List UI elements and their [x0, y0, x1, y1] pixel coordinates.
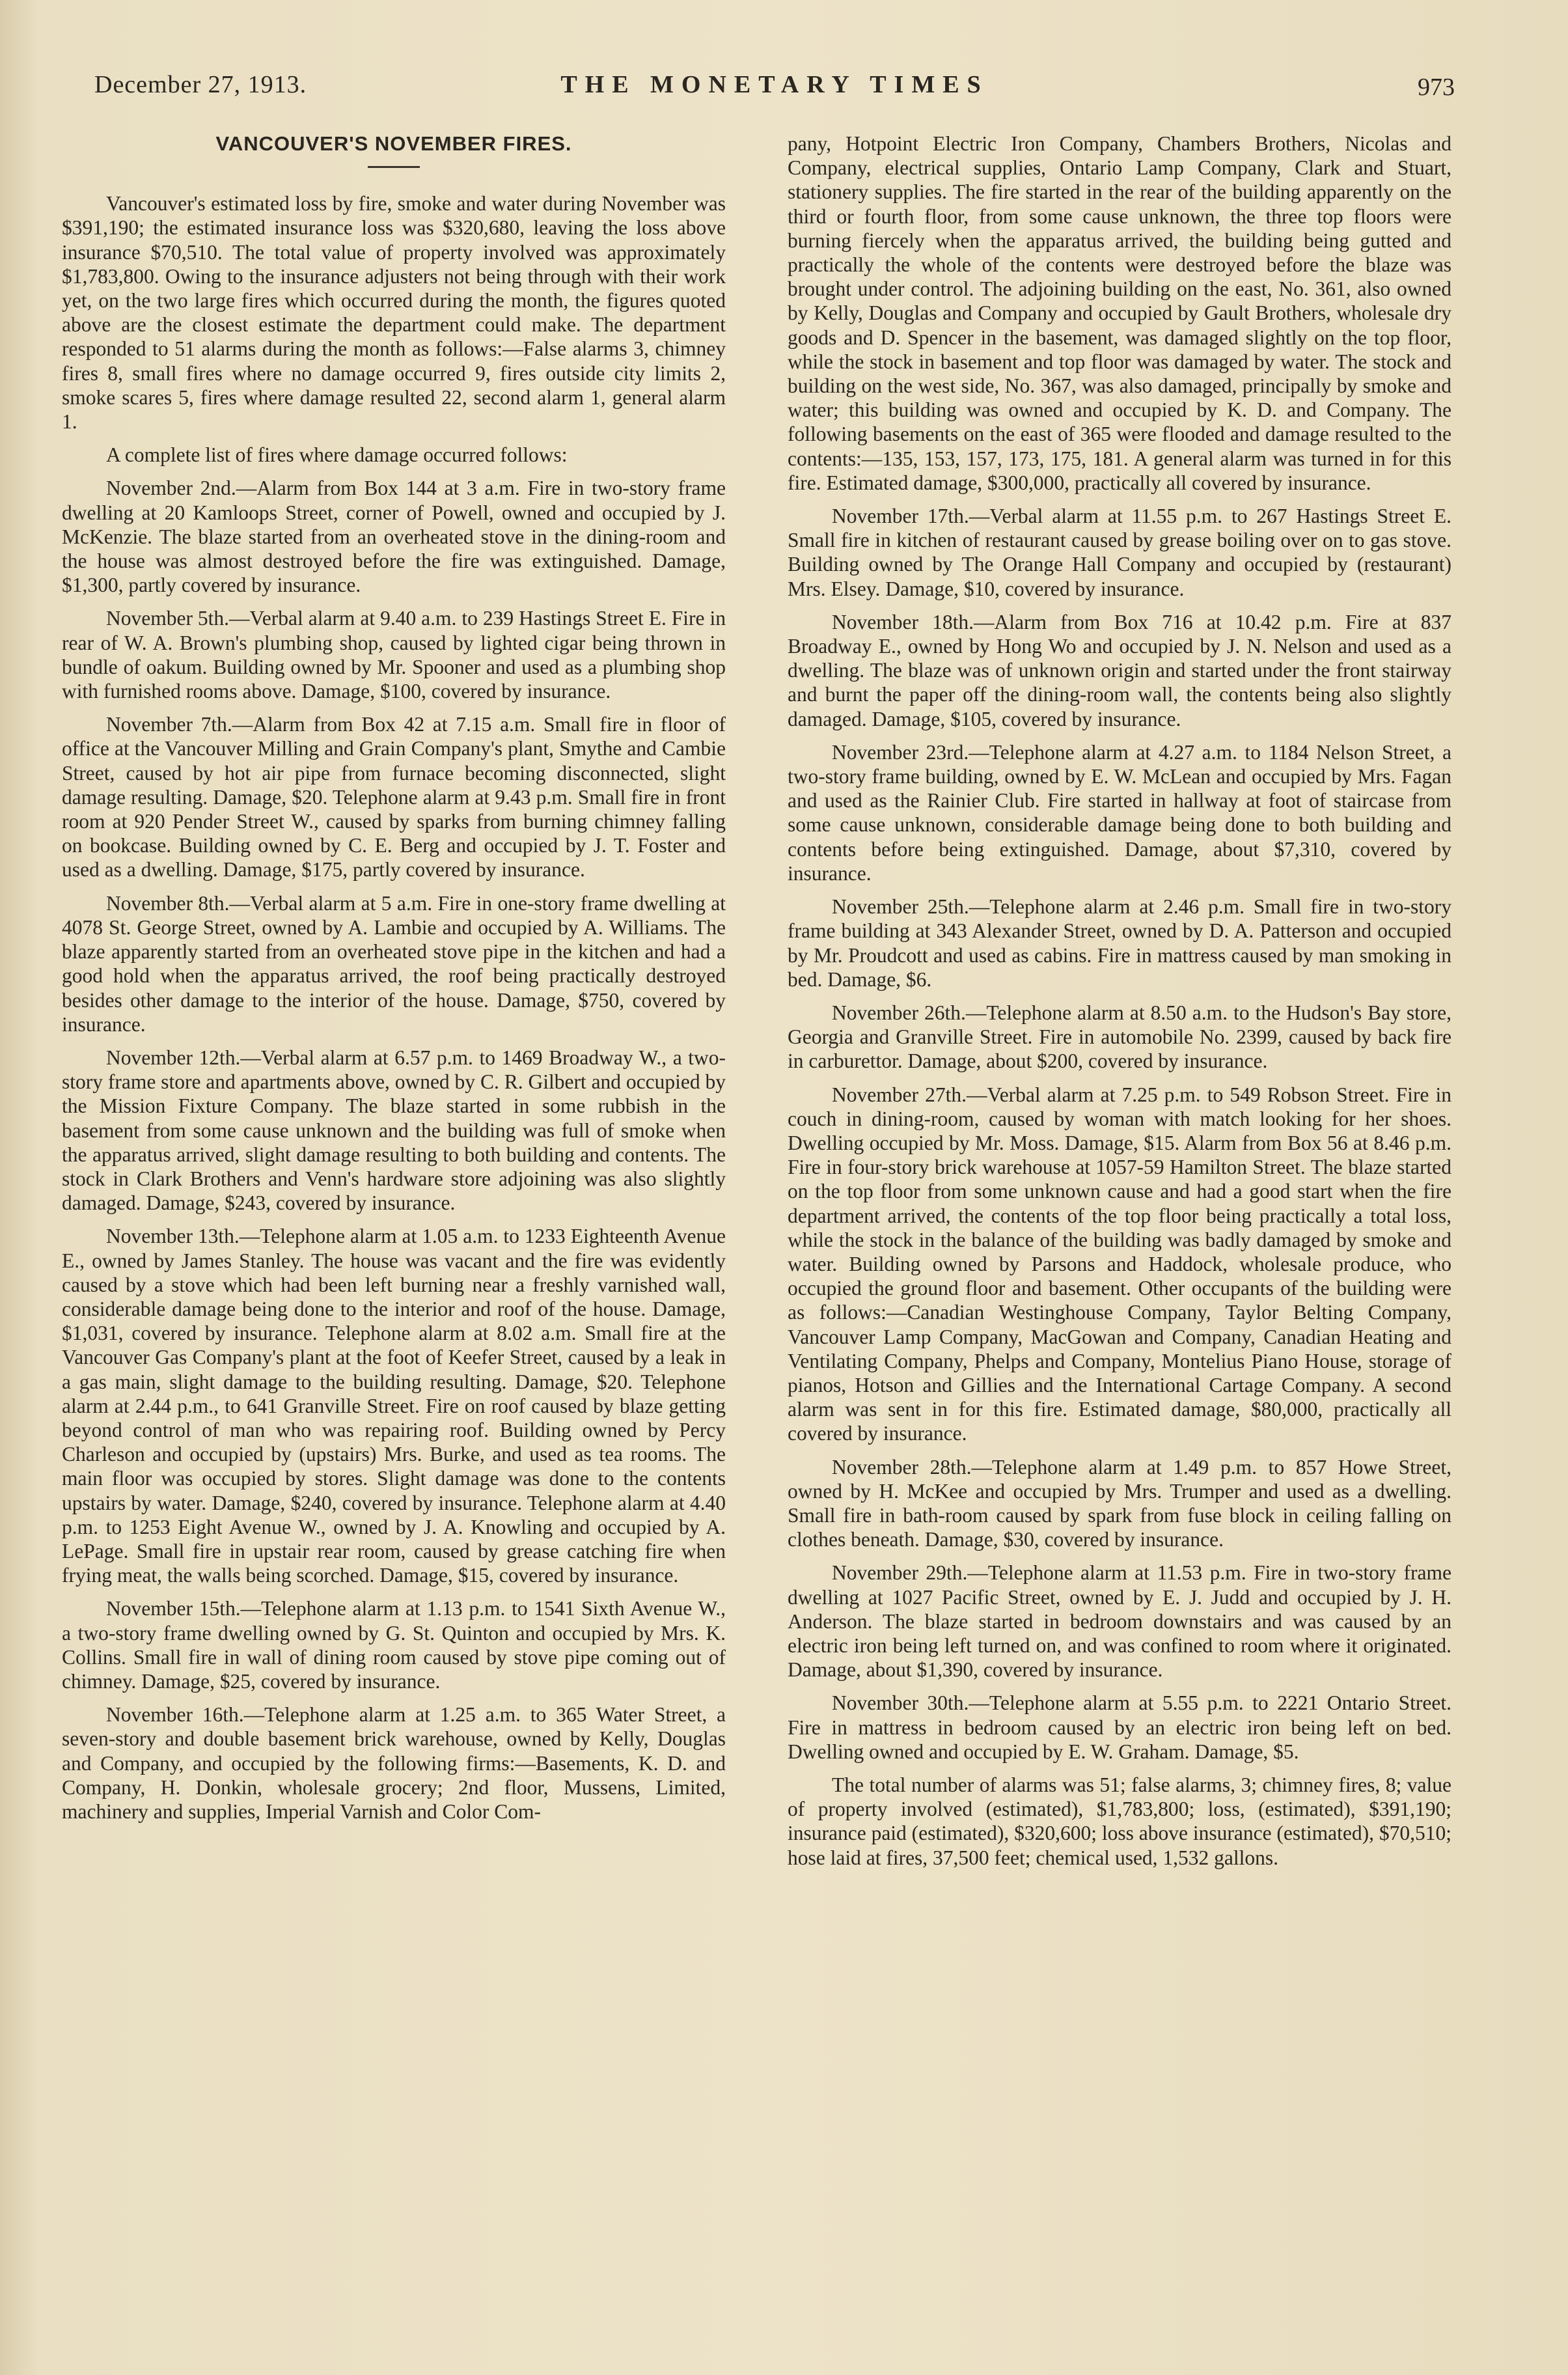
- paragraph-continued: pany, Hotpoint Electric Iron Company, Chambers Brothers, Nicolas and Company, electrical supplies, Ontario Lamp Company, Clark and Stuart, stationery supplies. The fire started in the rear of the building apparently on the third or fourth floor, from some cause unknown, the three top floors were burning fiercely when the apparatus arrived, the building being gutted and practically the whole of the contents were destroyed before the blaze was brought under control. The adjoining building on the east, No. 361, also owned by Kelly, Douglas and Company and occupied by Gault Brothers, wholesale dry goods and D. Spencer in the basement, was damaged slightly on the top floor, while the stock in basement and top floor was damaged by water. The stock and building on the west side, No. 367, was also damaged, principally by smoke and water; this building was owned and occupied by K. D. and Company. The following basements on the east of 365 were flooded and damage resulted to the contents:—135, 153, 157, 173, 175, 181. A general alarm was turned in for this fire. Estimated damage, $300,000, practically all covered by insurance.: [788, 132, 1451, 494]
- paragraph: Vancouver's estimated loss by fire, smoke and water during November was $391,190; the estimated insurance loss was $320,680, leaving the loss above insurance $70,510. The total value of property involved was approximately $1,783,800. Owing to the insurance adjusters not being through with their work yet, on the two large fires which occurred during the month, the figures quoted above are the closest estimate the department could make. The department responded to 51 alarms during the month as follows:—False alarms 3, chimney fires 8, small fires where no damage occurred 9, fires outside city limits 2, smoke scares 5, fires where damage resulted 22, second alarm 1, general alarm 1.: [62, 192, 726, 434]
- paragraph: November 27th.—Verbal alarm at 7.25 p.m. to 549 Robson Street. Fire in couch in dining-room, caused by woman with match looking for her shoes. Dwelling occupied by Mr. Moss. Damage, $15. Alarm from Box 56 at 8.46 p.m. Fire in four-story brick warehouse at 1057-59 Hamilton Street. The blaze started on the top floor from some unknown cause and had a good start when the fire department arrived, the contents of the top floor being practically a total loss, while the stock in the balance of the building was badly damaged by smoke and water. Building owned by Parsons and Haddock, wholesale produce, who occupied the ground floor and basement. Other occupants of the building were as follows:—Canadian Westinghouse Company, Taylor Belting Company, Vancouver Lamp Company, MacGowan and Company, Canadian Heating and Ventilating Company, Phelps and Company, Montelius Piano House, storage of pianos, Hotson and Gillies and the International Cartage Company. A second alarm was sent in for this fire. Estimated damage, $80,000, practically all covered by insurance.: [788, 1083, 1451, 1445]
- article-title: VANCOUVER'S NOVEMBER FIRES.: [215, 132, 572, 155]
- paragraph: November 30th.—Telephone alarm at 5.55 p.m. to 2221 Ontario Street. Fire in mattress in bedroom caused by an electric iron being left on bed. Dwelling owned and occupied by E. W. Graham. Damage, $5.: [788, 1691, 1451, 1763]
- paragraph: The total number of alarms was 51; false alarms, 3; chimney fires, 8; value of property involved (estimated), $1,783,800; loss, (estimated), $391,190; insurance paid (estimated), $320,600; loss above insurance (estimated), $70,510; hose laid at fires, 37,500 feet; chemical used, 1,532 gallons.: [788, 1773, 1451, 1869]
- paragraph: November 7th.—Alarm from Box 42 at 7.15 a.m. Small fire in floor of office at the Vancouver Milling and Grain Company's plant, Smythe and Cambie Street, caused by hot air pipe from furnace becoming disconnected, slight damage resulting. Damage, $20. Telephone alarm at 9.43 p.m. Small fire in front room at 920 Pender Street W., caused by sparks from burning chimney falling on bookcase. Building owned by C. E. Berg and occupied by J. T. Foster and used as a dwelling. Damage, $175, partly covered by insurance.: [62, 713, 726, 882]
- paragraph: November 25th.—Telephone alarm at 2.46 p.m. Small fire in two-story frame building at 343 Alexander Street, owned by D. A. Patterson and occupied by Mr. Proudcott and used as cabins. Fire in mattress caused by man smoking in bed. Damage, $6.: [788, 895, 1451, 991]
- paragraph: A complete list of fires where damage occurred follows:: [106, 443, 568, 467]
- paragraph: November 18th.—Alarm from Box 716 at 10.42 p.m. Fire at 837 Broadway E., owned by Hong Wo and occupied by J. N. Nelson and used as a dwelling. The blaze was of unknown origin and started under the front stairway and burnt the paper off the dining-room wall, the contents being also slightly damaged. Damage, $105, covered by insurance.: [788, 610, 1451, 730]
- paragraph: November 5th.—Verbal alarm at 9.40 a.m. to 239 Hastings Street E. Fire in rear of W. A. Brown's plumbing shop, caused by lighted cigar being thrown in bundle of oakum. Building owned by Mr. Spooner and used as a plumbing shop with furnished rooms above. Damage, $100, covered by insurance.: [62, 607, 726, 703]
- paragraph: November 13th.—Telephone alarm at 1.05 a.m. to 1233 Eighteenth Avenue E., owned by James Stanley. The house was vacant and the fire was evidently caused by a stove which had been left burning near a freshly varnished wall, considerable damage being done to the interior and roof of the house. Damage, $1,031, covered by insurance. Telephone alarm at 8.02 a.m. Small fire at the Vancouver Gas Company's plant at the foot of Keefer Street, caused by a leak in a gas main, slight damage to the building resulting. Damage, $20. Telephone alarm at 2.44 p.m., to 641 Granville Street. Fire on roof caused by blaze getting beyond control of man who was repairing roof. Building owned by Percy Charleson and occupied by (upstairs) Mrs. Burke, and used as tea rooms. The main floor was occupied by stores. Slight damage was done to the contents upstairs by water. Damage, $240, covered by insurance. Telephone alarm at 4.40 p.m. to 1253 Eight Avenue W., owned by J. A. Knowling and occupied by A. LePage. Small fire in upstair rear room, caused by grease catching fire when frying meat, the walls being scorched. Damage, $15, covered by insurance.: [62, 1225, 726, 1587]
- left-column: [62, 132, 726, 1833]
- page-header: [94, 70, 1455, 109]
- issue-date: December 27, 1913.: [94, 71, 307, 98]
- paragraph: November 8th.—Verbal alarm at 5 a.m. Fire in one-story frame dwelling at 4078 St. George Street, owned by A. Lambie and occupied by A. Williams. The blaze apparently started from an overheated stove pipe in the kitchen and had a good hold when the apparatus arrived, the roof being practically destroyed besides other damage to the interior of the house. Damage, $750, covered by insurance.: [62, 891, 726, 1036]
- paragraph: November 2nd.—Alarm from Box 144 at 3 a.m. Fire in two-story frame dwelling at 20 Kamloops Street, corner of Powell, owned and occupied by J. McKenzie. The blaze started from an overheated stove in the dining-room and the house was almost destroyed before the fire was extinguished. Damage, $1,300, partly covered by insurance.: [62, 477, 726, 597]
- title-rule: [368, 166, 420, 168]
- paragraph: November 28th.—Telephone alarm at 1.49 p.m. to 857 Howe Street, owned by H. McKee and occupied by Mrs. Trumper and used as a dwelling. Small fire in bath-room caused by spark from fuse block in ceiling falling on clothes beneath. Damage, $30, covered by insurance.: [788, 1455, 1451, 1551]
- paragraph: November 26th.—Telephone alarm at 8.50 a.m. to the Hudson's Bay store, Georgia and Granville Street. Fire in automobile No. 2399, caused by back fire in carburettor. Damage, about $200, covered by insurance.: [788, 1001, 1451, 1073]
- masthead: THE MONETARY TIMES: [560, 71, 989, 98]
- paragraph: November 29th.—Telephone alarm at 11.53 p.m. Fire in two-story frame dwelling at 1027 Pacific Street, owned by E. J. Judd and occupied by J. H. Anderson. The blaze started in bedroom downstairs and was caused by an electric iron being left turned on, and was confined to room where it originated. Damage, about $1,390, covered by insurance.: [788, 1561, 1451, 1682]
- paragraph: November 16th.—Telephone alarm at 1.25 a.m. to 365 Water Street, a seven-story and double basement brick warehouse, owned by Kelly, Douglas and Company, and occupied by the following firms:—Basements, K. D. and Company, H. Donkin, wholesale grocery; 2nd floor, Mussens, Limited, machinery and supplies, Imperial Varnish and Color Com-: [62, 1703, 726, 1823]
- page-number: 973: [1418, 74, 1455, 101]
- paragraph: November 17th.—Verbal alarm at 11.55 p.m. to 267 Hastings Street E. Small fire in kitchen of restaurant caused by grease boiling over on to gas stove. Building owned by The Orange Hall Company and occupied by (restaurant) Mrs. Elsey. Damage, $10, covered by insurance.: [788, 505, 1451, 600]
- right-column: [788, 132, 1451, 1879]
- paragraph: November 23rd.—Telephone alarm at 4.27 a.m. to 1184 Nelson Street, a two-story frame building, owned by E. W. McLean and occupied by Mrs. Fagan and used as the Rainier Club. Fire started in hallway at foot of staircase from some cause unknown, considerable damage being done to both building and contents before being extinguished. Damage, about $7,310, covered by insurance.: [788, 740, 1451, 885]
- paragraph: November 12th.—Verbal alarm at 6.57 p.m. to 1469 Broadway W., a two-story frame store and apartments above, owned by C. R. Gilbert and occupied by the Mission Fixture Company. The blaze started in some rubbish in the basement from some cause unknown and the building was full of smoke when the apparatus arrived, slight damage resulting to both building and contents. The stock in Clark Brothers and Venn's hardware store adjoining was also slightly damaged. Damage, $243, covered by insurance.: [62, 1046, 726, 1215]
- paragraph: November 15th.—Telephone alarm at 1.13 p.m. to 1541 Sixth Avenue W., a two-story frame dwelling owned by G. St. Quinton and occupied by Mrs. K. Collins. Small fire in wall of dining room caused by stove pipe coming out of chimney. Damage, $25, covered by insurance.: [62, 1597, 726, 1693]
